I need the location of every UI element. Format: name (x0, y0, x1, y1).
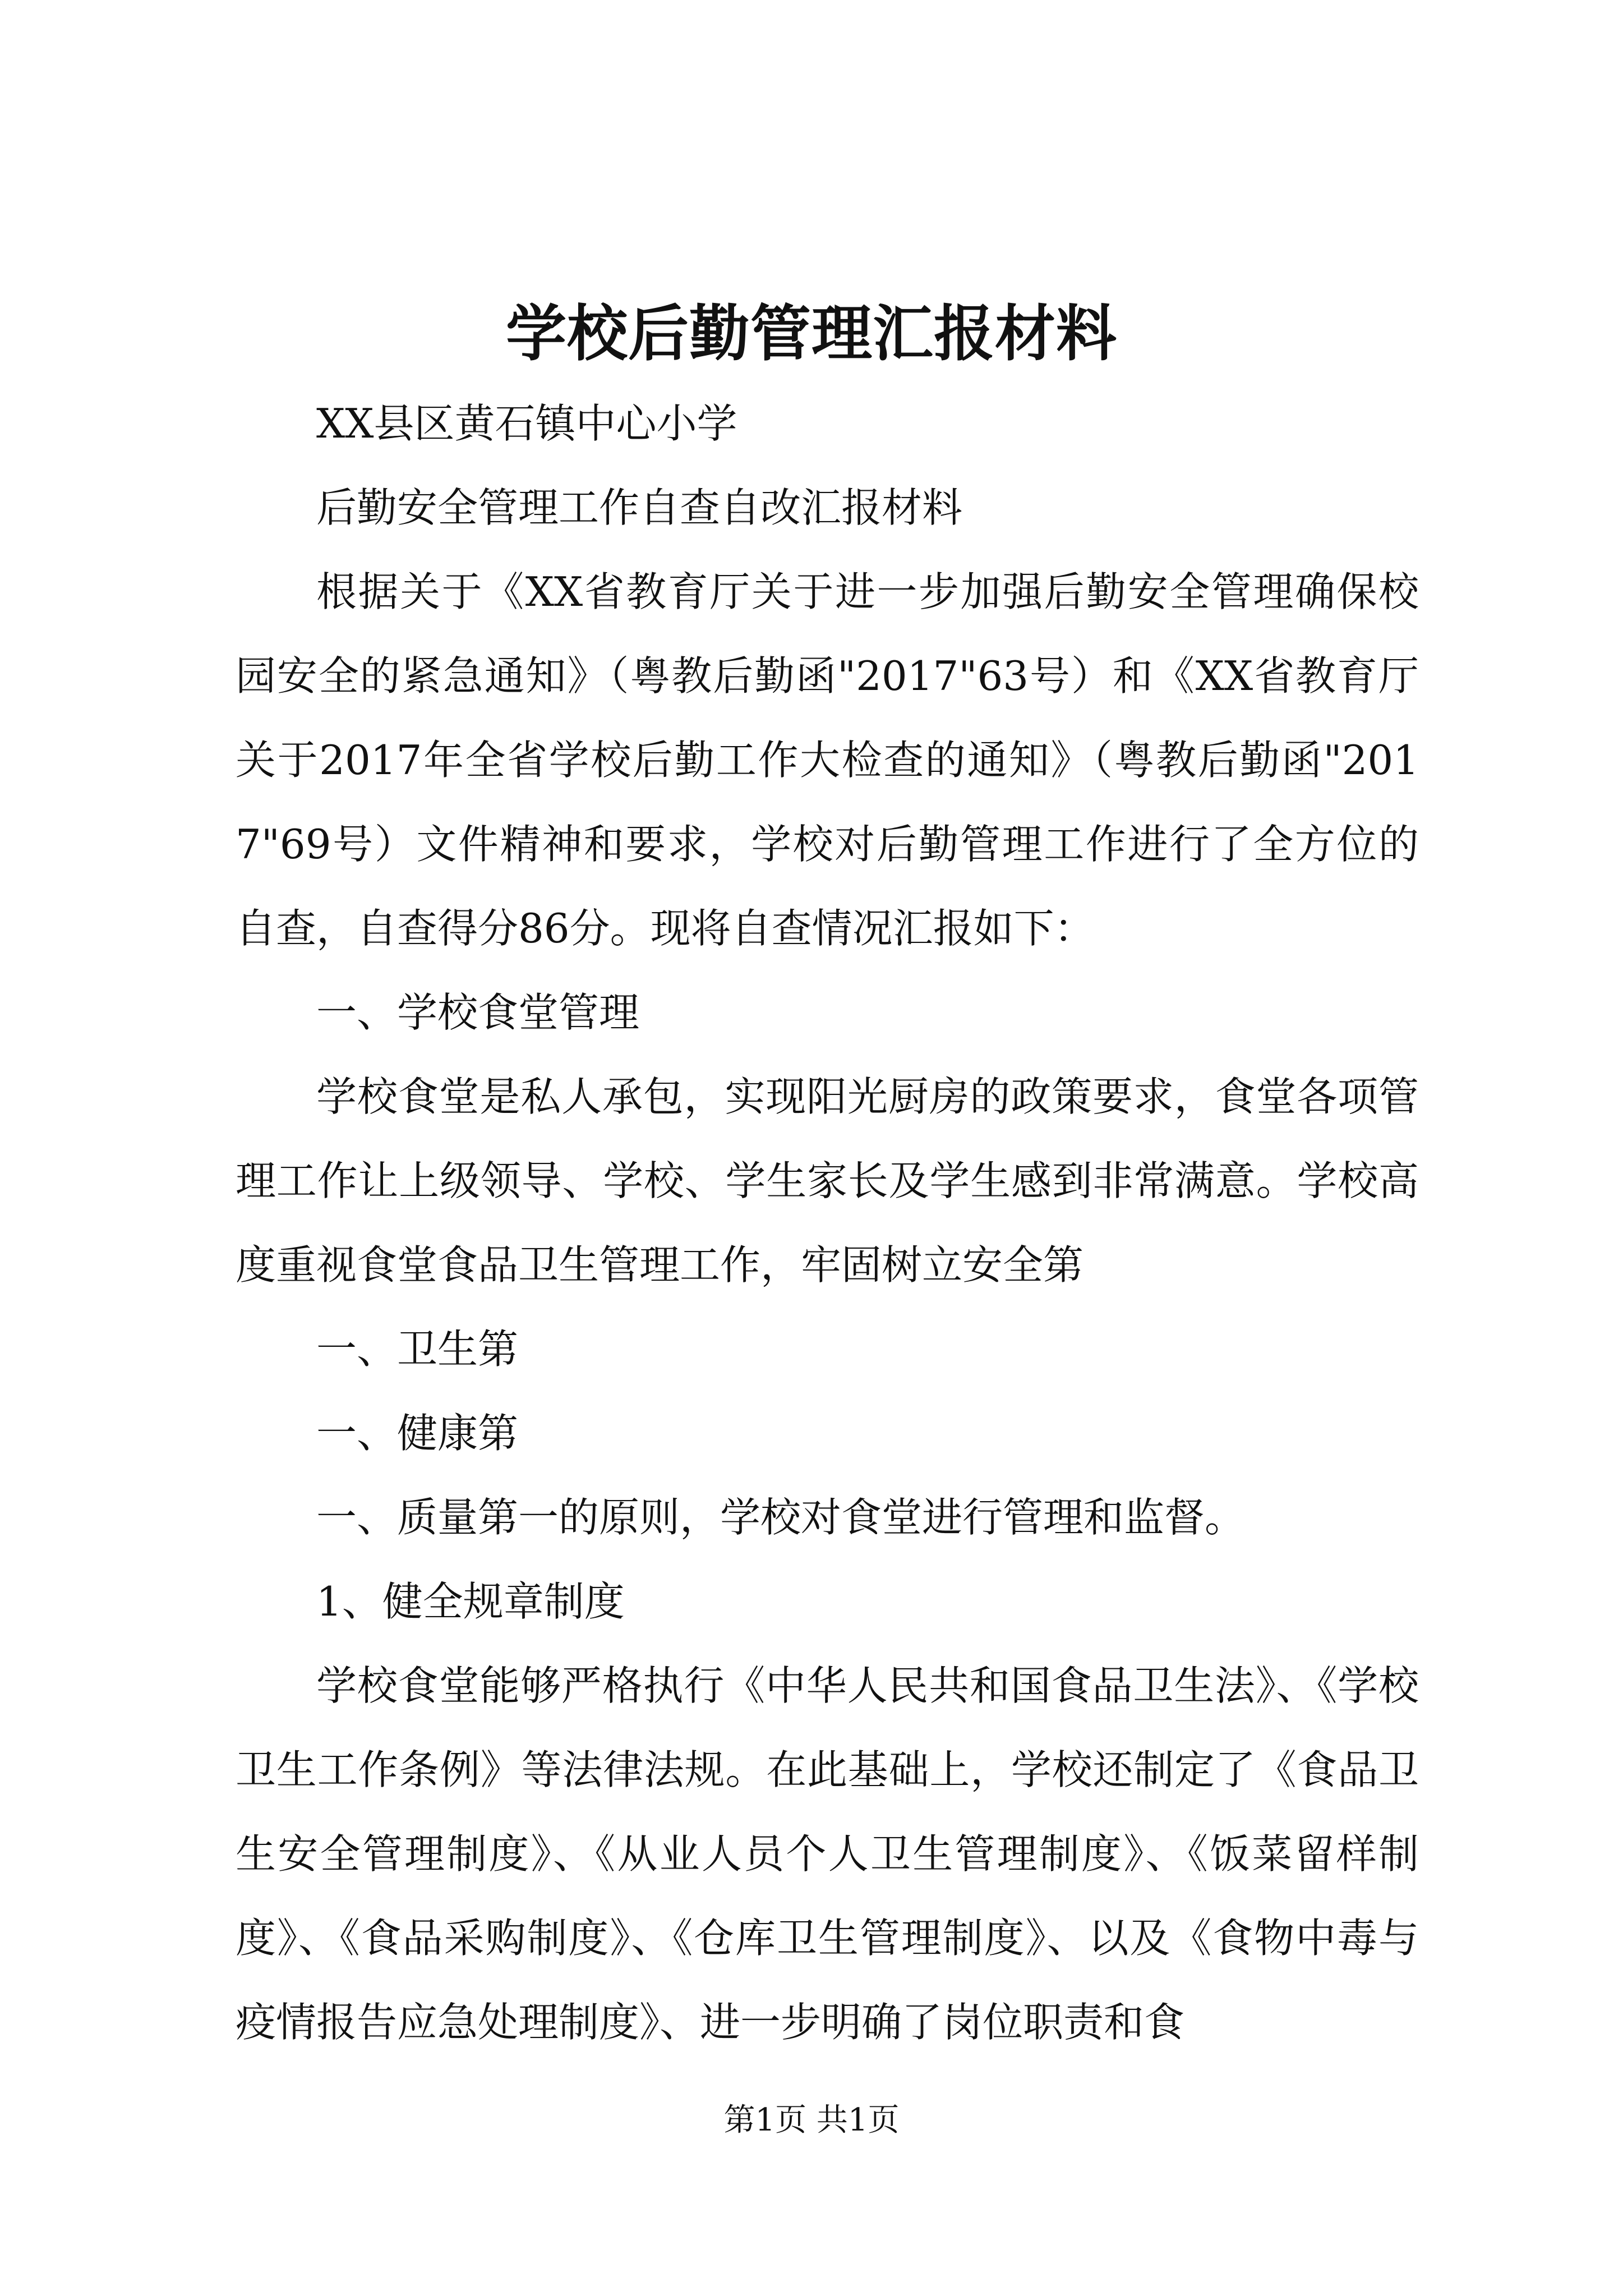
report-subtitle-line: 后勤安全管理工作自查自改汇报材料 (316, 484, 963, 531)
quality-first-line: 一、质量第一的原则，学校对食堂进行管理和监督。 (316, 1494, 1246, 1541)
hygiene-first-line: 一、卫生第 (316, 1326, 519, 1373)
document-body (236, 381, 1419, 2064)
health-first-line: 一、健康第 (316, 1410, 519, 1457)
page-footer: 第1页 共1页 (723, 2102, 900, 2138)
canteen-paragraph: 学校食堂是私人承包，实现阳光厨房的政策要求，食堂各项管理工作让上级领导、学校、学生家长及学生感到非常满意。学校高度重视食堂食品卫生管理工作，牢固树立安全第 (236, 1073, 1419, 1289)
school-name-line: XX县区黄石镇中心小学 (316, 400, 737, 447)
intro-paragraph: 根据关于《XX省教育厅关于进一步加强后勤安全管理确保校园安全的紧急通知》（粤教后勤函"2017"63号）和《XX省教育厅关于2017年全省学校后勤工作大检查的通知》（粤教后勤函"2017"69号）文件精神和要求，学校对后勤管理工作进行了全方位的自查，自查得分86分。现将自查情况汇报如下： (236, 568, 1419, 952)
document-title: 学校后勤管理汇报材料 (505, 298, 1117, 369)
subheading-rules: 1、健全规章制度 (316, 1578, 625, 1625)
rules-paragraph: 学校食堂能够严格执行《中华人民共和国食品卫生法》、《学校卫生工作条例》等法律法规。在此基础上，学校还制定了《食品卫生安全管理制度》、《从业人员个人卫生管理制度》、《饭菜留样制度》、《食品采购制度》、《仓库卫生管理制度》、以及《食物中毒与疫情报告应急处理制度》、进一步明确了岗位职责和食 (236, 1662, 1419, 2046)
section-heading-canteen: 一、学校食堂管理 (316, 989, 640, 1036)
